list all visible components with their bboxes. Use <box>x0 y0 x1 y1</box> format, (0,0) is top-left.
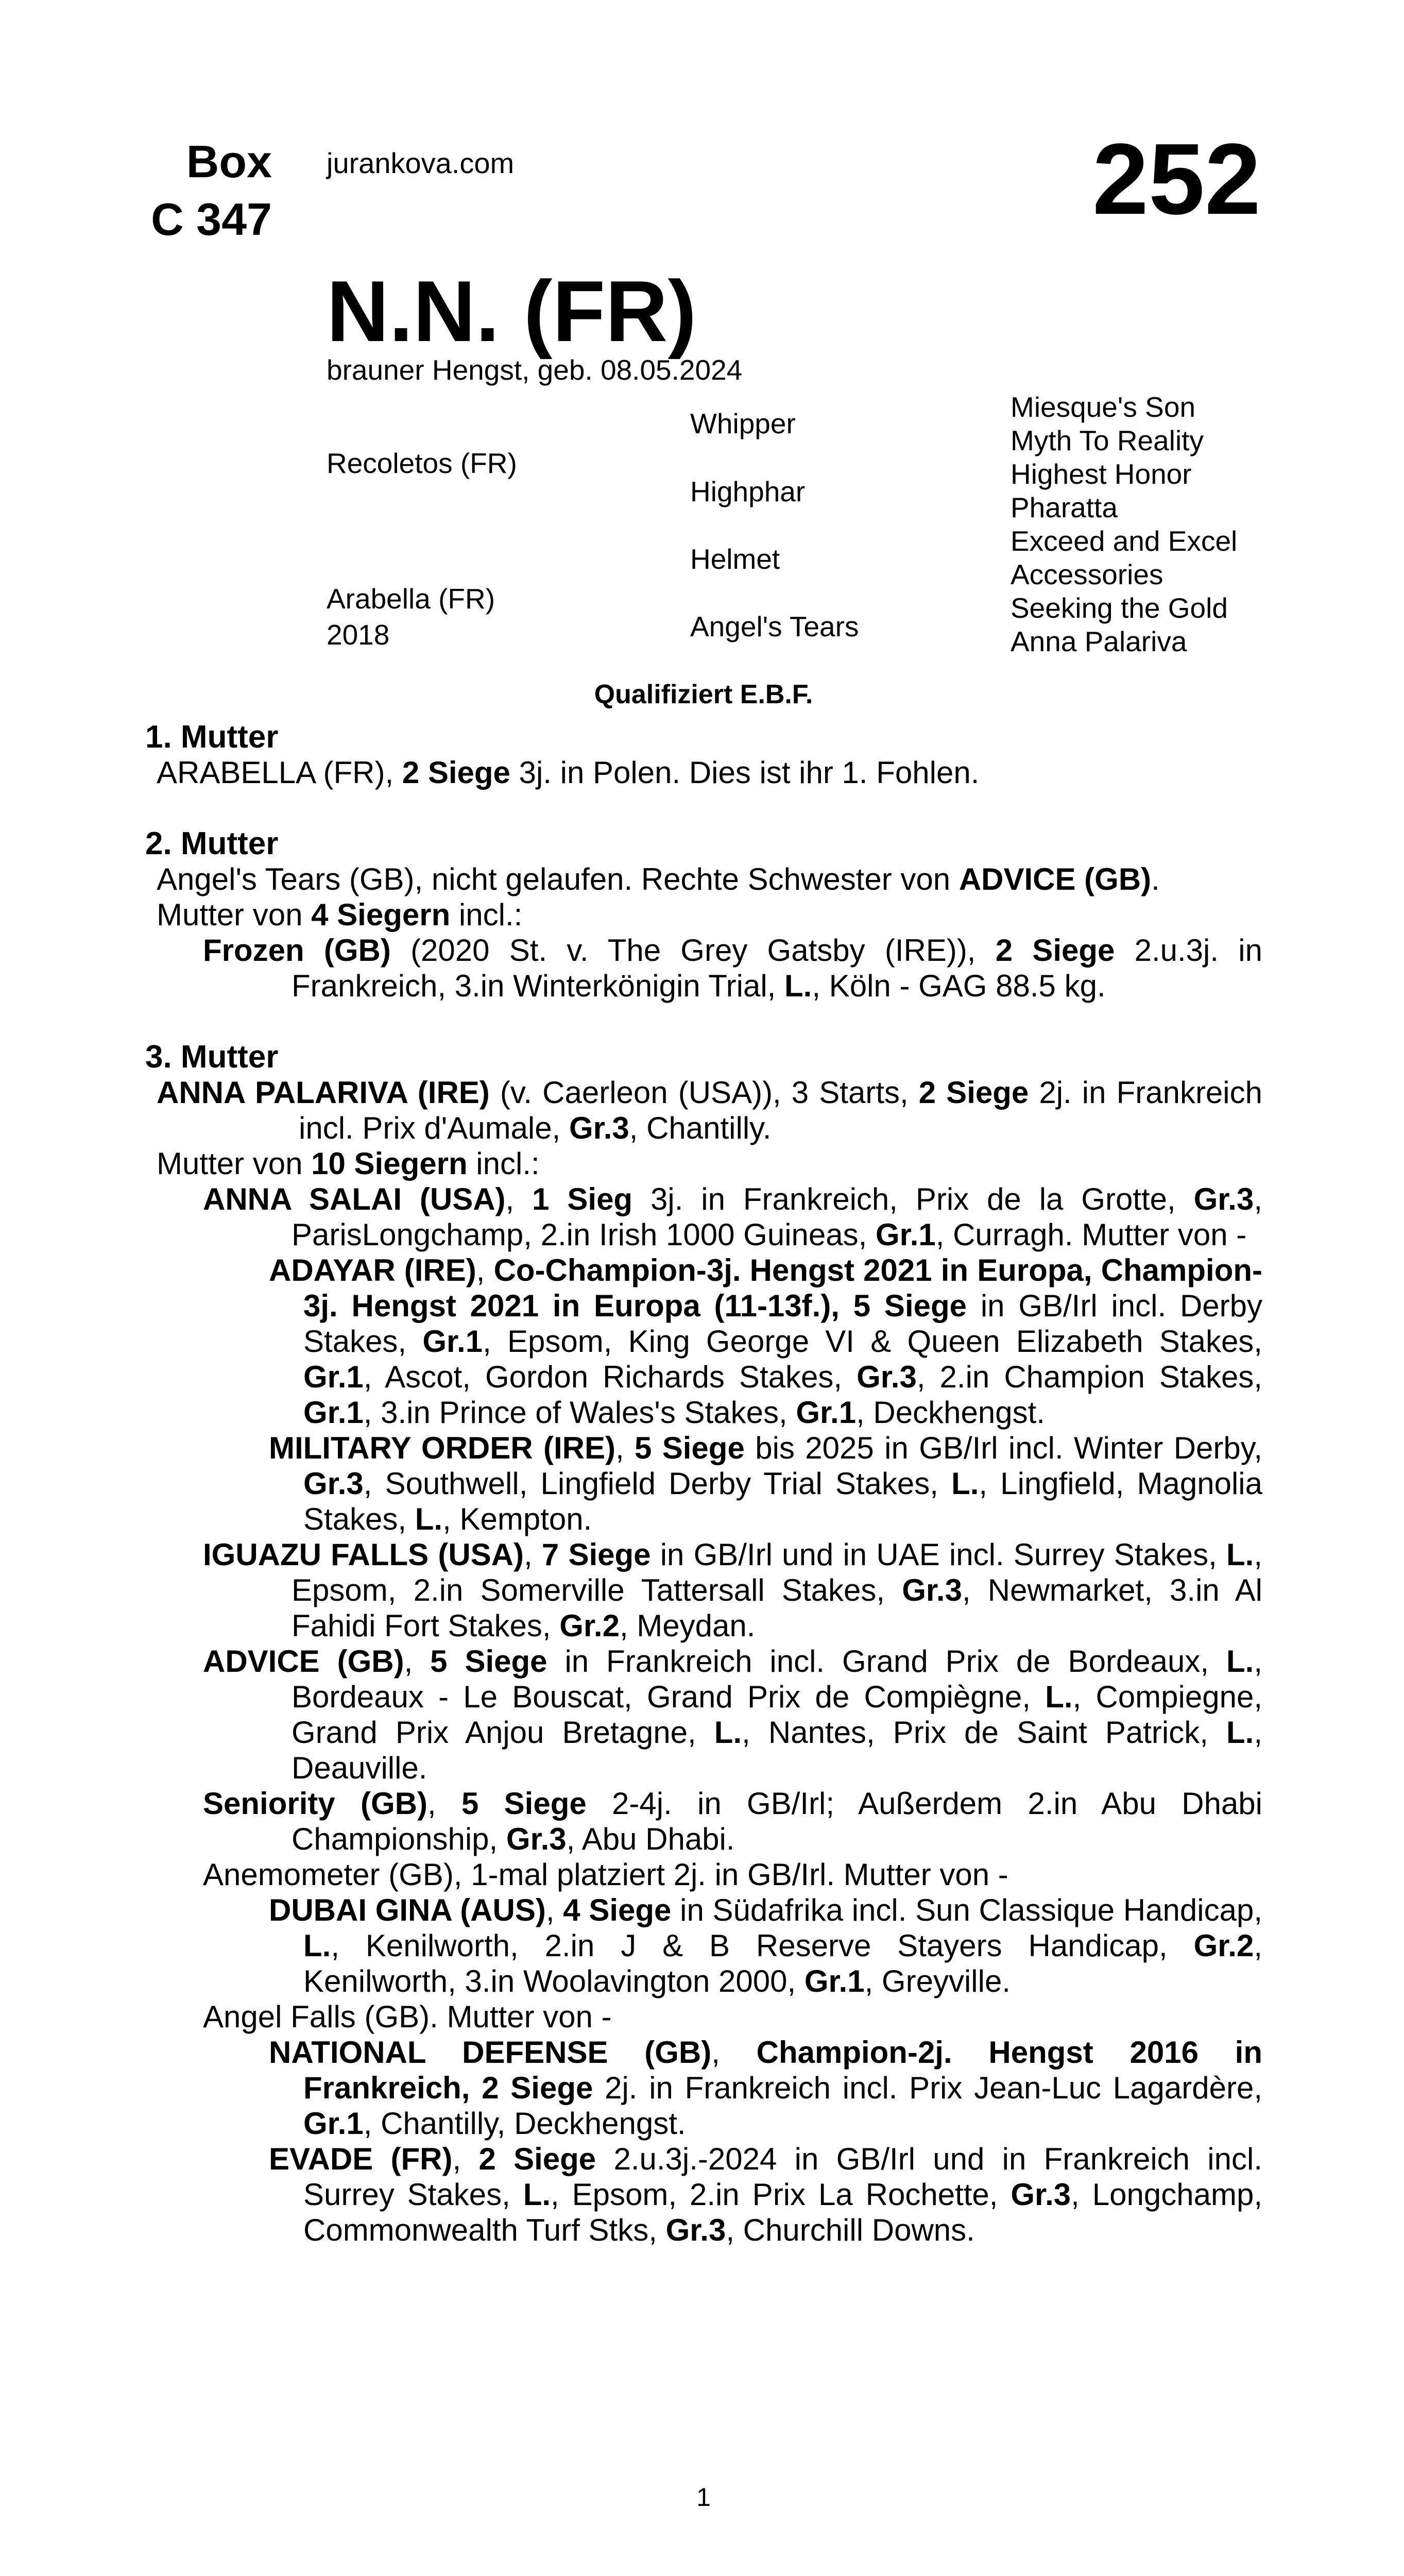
entry-text: Mutter von <box>157 1146 312 1181</box>
pedigree-great-grandparent: Highest Honor <box>1011 458 1192 490</box>
page-number: 1 <box>696 2483 711 2512</box>
bold-text: 7 Siege <box>541 1537 651 1572</box>
entry-text: , Deckhengst. <box>856 1395 1045 1430</box>
pedigree-grandparent: Whipper <box>690 408 796 439</box>
entry-text: , <box>545 1893 563 1927</box>
bold-text: Gr.3 <box>665 2213 726 2247</box>
pedigree-entry <box>145 897 1262 933</box>
bold-text: L. <box>1226 1644 1254 1679</box>
bold-text: 5 Siege <box>430 1644 547 1679</box>
bold-text: L. <box>784 969 812 1003</box>
pedigree-grandparent: Angel's Tears <box>690 611 859 642</box>
section-heading: 3. Mutter <box>145 1039 279 1075</box>
pedigree-entry <box>145 1999 1262 2035</box>
horse-name: N.N. (FR) <box>327 263 697 360</box>
bold-text: 10 Siegern <box>311 1146 468 1181</box>
bold-text: L. <box>1226 1715 1254 1750</box>
pedigree-entry <box>145 1537 1262 1643</box>
bold-text: 5 Siege <box>635 1431 745 1465</box>
entry-text: 2j. in Frankreich incl. Prix Jean-Luc Lagardère, <box>593 2071 1262 2105</box>
pedigree-entry <box>145 1857 1262 1892</box>
bold-text: Gr.3 <box>1193 1182 1254 1216</box>
pedigree-entry <box>145 933 1262 1004</box>
entry-text: , Abu Dhabi. <box>566 1822 735 1856</box>
qualification-note: Qualifiziert E.B.F. <box>594 680 813 709</box>
entry-text: , Chantilly. <box>629 1111 772 1145</box>
entry-text: , Kempton. <box>442 1502 592 1536</box>
bold-text: L. <box>1226 1537 1254 1572</box>
bold-text: 2 Siege <box>995 933 1115 968</box>
entry-text: Mutter von <box>157 897 312 932</box>
entry-text: , Epsom, 2.in Prix La Rochette, <box>551 2177 1011 2212</box>
bold-text: ADAYAR (IRE) <box>269 1253 476 1287</box>
entry-text: 2-4j. in GB/Irl; Außerdem 2.in Abu Dhabi Championship, <box>292 1786 1263 1856</box>
bold-text: Gr.2 <box>559 1608 620 1643</box>
pedigree-entry <box>145 1252 1262 1430</box>
dam-section <box>145 826 1262 1004</box>
bold-text: Gr.3 <box>303 1466 364 1501</box>
pedigree-entry <box>145 1892 1262 1999</box>
bold-text: Gr.1 <box>303 2106 364 2141</box>
bold-text: Seniority (GB) <box>203 1786 427 1821</box>
section-heading: 2. Mutter <box>145 826 279 861</box>
bold-text: Gr.3 <box>569 1111 629 1145</box>
bold-text: 4 Siege <box>563 1893 672 1927</box>
pedigree-grandparent: Helmet <box>690 543 780 575</box>
pedigree-entry <box>145 1430 1262 1537</box>
entry-text: , Greyville. <box>864 1964 1011 1998</box>
entry-text: , Curragh. Mutter von - <box>935 1217 1247 1252</box>
entry-text: bis 2025 in GB/Irl incl. Winter Derby, <box>744 1431 1262 1465</box>
bold-text: 4 Siegern <box>311 897 451 932</box>
entry-text: , <box>505 1182 533 1216</box>
dam-section <box>145 719 1262 790</box>
entry-text: , Nantes, Prix de Saint Patrick, <box>742 1715 1226 1750</box>
entry-text: 3j. in Polen. Dies ist ihr 1. Fohlen. <box>510 755 980 790</box>
entry-text: in GB/Irl und in UAE incl. Surrey Stakes, <box>650 1537 1227 1572</box>
entry-text: , <box>404 1644 431 1679</box>
bold-text: L. <box>303 1928 331 1963</box>
entry-text: (2020 St. v. The Grey Gatsby (IRE)), <box>390 933 996 968</box>
entry-text: 2.u.3j. in Frankreich, 3.in Winterkönigin Trial, <box>292 933 1262 1003</box>
lot-number: 252 <box>1092 123 1261 235</box>
bold-text: IGUAZU FALLS (USA) <box>203 1537 524 1572</box>
pedigree-dam-year: 2018 <box>327 619 390 651</box>
bold-text: 5 Siege <box>461 1786 587 1821</box>
bold-text: NATIONAL DEFENSE (GB) <box>269 2035 712 2070</box>
pedigree-great-grandparent: Exceed and Excel <box>1011 525 1238 557</box>
pedigree-dam: Arabella (FR) <box>327 583 495 615</box>
entry-text: , <box>711 2035 757 2070</box>
pedigree-entry <box>145 1146 1262 1181</box>
entry-text: , Köln - GAG 88.5 kg. <box>812 969 1106 1003</box>
entry-text: , Longchamp, Commonwealth Turf Stks, <box>303 2177 1262 2247</box>
entry-text: , Meydan. <box>619 1608 756 1643</box>
box-label: Box <box>186 136 272 187</box>
entry-text: Angel Falls (GB). Mutter von - <box>203 1999 612 2034</box>
pedigree-entry <box>145 755 1262 790</box>
entry-text: in Südafrika incl. Sun Classique Handicap, <box>671 1893 1262 1927</box>
horse-description: brauner Hengst, geb. 08.05.2024 <box>327 354 743 386</box>
bold-text: 2 Siege <box>402 755 510 790</box>
entry-text: , Lingfield, Magnolia Stakes, <box>303 1466 1262 1536</box>
bold-text: Gr.1 <box>303 1360 364 1394</box>
entry-text: , Kenilworth, 3.in Woolavington 2000, <box>303 1928 1262 1998</box>
pedigree-great-grandparent: Accessories <box>1011 558 1163 590</box>
bold-text: Co-Champion-3j. Hengst 2021 in Europa, Champion-3j. Hengst 2021 in Europa (11-13f.), 5 Siege <box>303 1253 1262 1323</box>
bold-text: 1 Sieg <box>532 1182 633 1216</box>
family-record <box>145 719 1262 2248</box>
entry-text: , <box>615 1431 635 1465</box>
entry-text: , Churchill Downs. <box>726 2213 975 2247</box>
pedigree-entry <box>145 2141 1262 2248</box>
bold-text: Frozen (GB) <box>203 933 391 968</box>
bold-text: EVADE (FR) <box>269 2142 453 2176</box>
entry-text: , <box>524 1537 542 1572</box>
pedigree-great-grandparent: Seeking the Gold <box>1011 592 1228 624</box>
pedigree-entry <box>145 1075 1262 1146</box>
bold-text: L. <box>523 2177 551 2212</box>
bold-text: Gr.1 <box>303 1395 364 1430</box>
bold-text: Champion-2j. Hengst 2016 in Frankreich, 2 Siege <box>303 2035 1262 2105</box>
box-number: C 347 <box>151 194 272 245</box>
pedigree-great-grandparent: Miesque's Son <box>1011 391 1196 423</box>
entry-text: , Epsom, 2.in Somerville Tattersall Stakes, <box>292 1537 1263 1607</box>
entry-text: 3j. in Frankreich, Prix de la Grotte, <box>632 1182 1194 1216</box>
bold-text: ANNA SALAI (USA) <box>203 1182 506 1216</box>
pedigree-great-grandparent: Pharatta <box>1011 492 1118 523</box>
bold-text: Gr.3 <box>857 1360 917 1394</box>
website: jurankova.com <box>327 147 515 179</box>
pedigree-sire: Recoletos (FR) <box>327 447 517 479</box>
pedigree-entry <box>145 2035 1262 2141</box>
entry-text: Angel's Tears (GB), nicht gelaufen. Rechte Schwester von <box>157 862 959 896</box>
bold-text: ANNA PALARIVA (IRE) <box>157 1075 490 1110</box>
entry-text: , Bordeaux - Le Bouscat, Grand Prix de Compiègne, <box>292 1644 1262 1714</box>
pedigree-entry <box>145 1786 1262 1857</box>
entry-text: in Frankreich incl. Grand Prix de Bordeaux, <box>547 1644 1226 1679</box>
pedigree-grandparent: Highphar <box>690 476 806 507</box>
entry-text: , Ascot, Gordon Richards Stakes, <box>363 1360 857 1394</box>
bold-text: L. <box>415 1502 443 1536</box>
bold-text: MILITARY ORDER (IRE) <box>269 1431 615 1465</box>
bold-text: Gr.1 <box>796 1395 857 1430</box>
entry-text: , <box>452 2142 479 2176</box>
entry-text: incl.: <box>450 897 523 932</box>
pedigree-entry <box>145 861 1262 897</box>
section-heading: 1. Mutter <box>145 719 279 755</box>
bold-text: L. <box>714 1715 742 1750</box>
bold-text: Gr.3 <box>1011 2177 1071 2212</box>
entry-text: , <box>427 1786 461 1821</box>
pedigree-great-grandparent: Anna Palariva <box>1011 625 1187 657</box>
entry-text: , Southwell, Lingfield Derby Trial Stakes, <box>363 1466 952 1501</box>
bold-text: L. <box>1045 1680 1073 1714</box>
bold-text: ADVICE (GB) <box>958 862 1152 896</box>
entry-text: , Chantilly, Deckhengst. <box>363 2106 686 2141</box>
entry-text: 2j. in Frankreich incl. Prix d'Aumale, <box>299 1075 1262 1145</box>
entry-text: , Deauville. <box>292 1715 1262 1785</box>
entry-text: ARABELLA (FR), <box>157 755 402 790</box>
bold-text: Gr.3 <box>902 1573 962 1607</box>
entry-text: Anemometer (GB), 1-mal platziert 2j. in GB/Irl. Mutter von - <box>203 1857 1008 1892</box>
bold-text: L. <box>951 1466 979 1501</box>
entry-text: in GB/Irl incl. Derby Stakes, <box>303 1289 1262 1359</box>
entry-text: , Kenilworth, 2.in J & B Reserve Stayers Handicap, <box>331 1928 1194 1963</box>
bold-text: Gr.1 <box>876 1217 936 1252</box>
entry-text: incl.: <box>467 1146 540 1181</box>
bold-text: Gr.3 <box>506 1822 567 1856</box>
bold-text: 2 Siege <box>918 1075 1029 1110</box>
entry-text: , 2.in Champion Stakes, <box>916 1360 1262 1394</box>
entry-text: 2.u.3j.-2024 in GB/Irl und in Frankreich incl. Surrey Stakes, <box>303 2142 1262 2212</box>
bold-text: Gr.2 <box>1193 1928 1254 1963</box>
entry-text: , Epsom, King George VI & Queen Elizabeth Stakes, <box>483 1324 1262 1359</box>
entry-text: (v. Caerleon (USA)), 3 Starts, <box>489 1075 919 1110</box>
bold-text: Gr.1 <box>804 1964 865 1998</box>
dam-section <box>145 1039 1262 2248</box>
bold-text: ADVICE (GB) <box>203 1644 404 1679</box>
entry-text: , <box>476 1253 494 1287</box>
entry-text: , Compiegne, Grand Prix Anjou Bretagne, <box>292 1680 1262 1750</box>
entry-text: , Newmarket, 3.in Al Fahidi Fort Stakes, <box>292 1573 1262 1643</box>
pedigree-entry <box>145 1643 1262 1786</box>
bold-text: Gr.1 <box>422 1324 483 1359</box>
entry-text: , ParisLongchamp, 2.in Irish 1000 Guineas, <box>292 1182 1263 1252</box>
pedigree-great-grandparent: Myth To Reality <box>1011 425 1204 456</box>
entry-text: , 3.in Prince of Wales's Stakes, <box>363 1395 796 1430</box>
pedigree-entry <box>145 1181 1262 1252</box>
bold-text: 2 Siege <box>478 2142 596 2176</box>
bold-text: DUBAI GINA (AUS) <box>269 1893 546 1927</box>
entry-text: . <box>1151 862 1160 896</box>
